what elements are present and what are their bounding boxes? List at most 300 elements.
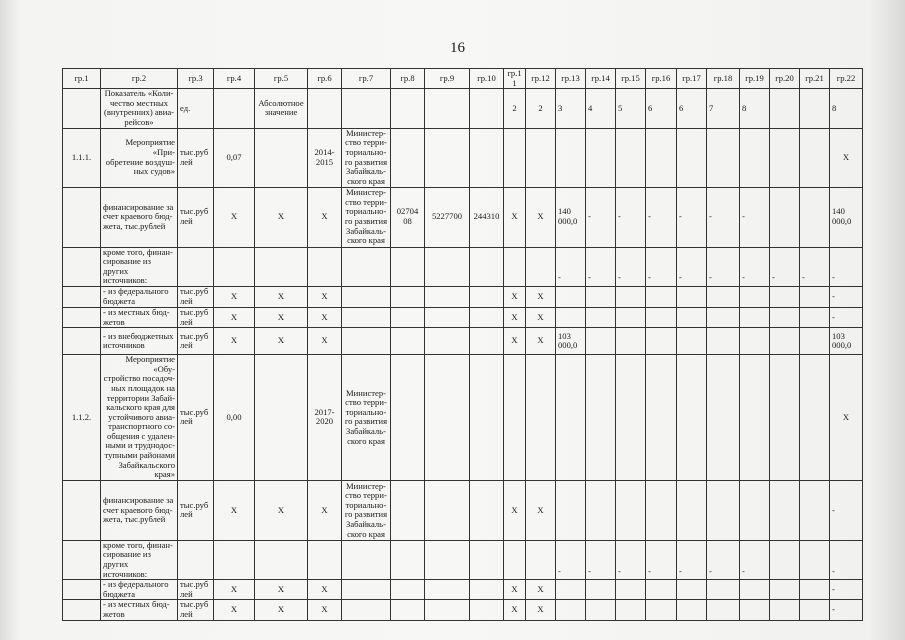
table-cell-gr7 <box>342 247 391 286</box>
table-cell-gr9 <box>425 307 470 327</box>
table-cell-gr17: - <box>677 187 707 247</box>
table-cell-gr10 <box>470 480 504 540</box>
table-row <box>63 187 863 247</box>
table-cell-gr8 <box>391 247 425 286</box>
table-cell-gr6: X <box>308 286 342 307</box>
table-cell-gr19 <box>740 128 770 187</box>
table-cell-gr15 <box>616 307 646 327</box>
table-cell-gr22: - <box>830 286 863 307</box>
table-cell-gr16 <box>646 328 677 355</box>
table-cell-gr21 <box>800 286 830 307</box>
table-cell-gr21 <box>800 580 830 600</box>
table-cell-gr3: тыс.руб лей <box>178 480 214 540</box>
table-cell-gr16: - <box>646 187 677 247</box>
table-cell-gr4: X <box>214 580 255 600</box>
table-cell-gr6: X <box>308 600 342 620</box>
table-cell-gr8 <box>391 480 425 540</box>
table-cell-gr4 <box>214 540 255 579</box>
table-cell-gr18: - <box>707 540 740 579</box>
table-cell-gr18 <box>707 600 740 620</box>
table-cell-gr4: 0,07 <box>214 128 255 187</box>
table-cell-gr17: - <box>677 540 707 579</box>
column-header-gr22: гр.22 <box>830 69 863 89</box>
table-cell-gr13 <box>556 286 586 307</box>
table-cell-gr20 <box>770 89 800 128</box>
table-cell-gr20 <box>770 286 800 307</box>
table-cell-gr7 <box>342 580 391 600</box>
table-row <box>63 355 863 481</box>
table-cell-gr16 <box>646 580 677 600</box>
table-cell-gr15 <box>616 328 646 355</box>
table-cell-gr20 <box>770 355 800 481</box>
table-cell-gr19 <box>740 600 770 620</box>
column-header-gr14: гр.14 <box>586 69 616 89</box>
table-cell-gr7 <box>342 600 391 620</box>
table-cell-gr8 <box>391 600 425 620</box>
table-cell-gr3: тыс.руб лей <box>178 328 214 355</box>
column-header-gr21: гр.21 <box>800 69 830 89</box>
table-cell-gr17 <box>677 286 707 307</box>
table-cell-gr6 <box>308 247 342 286</box>
table-cell-gr9 <box>425 580 470 600</box>
column-header-gr2: гр.2 <box>101 69 178 89</box>
table-cell-gr9 <box>425 600 470 620</box>
table-cell-gr9 <box>425 328 470 355</box>
column-header-gr3: гр.3 <box>178 69 214 89</box>
table-cell-gr15 <box>616 355 646 481</box>
table-row <box>63 128 863 187</box>
table-cell-gr10 <box>470 600 504 620</box>
table-cell-gr22: - <box>830 540 863 579</box>
table-row <box>63 580 863 600</box>
table-cell-gr8 <box>391 307 425 327</box>
table-cell-gr3: тыс.руб лей <box>178 600 214 620</box>
table-cell-gr19 <box>740 355 770 481</box>
table-cell-gr8 <box>391 286 425 307</box>
table-cell-gr3 <box>178 247 214 286</box>
table-cell-gr14 <box>586 580 616 600</box>
table-cell-gr6: X <box>308 187 342 247</box>
table-cell-gr1: 1.1.1. <box>63 128 101 187</box>
table-cell-gr21 <box>800 540 830 579</box>
table-cell-gr21: - <box>800 247 830 286</box>
table-cell-gr9 <box>425 89 470 128</box>
table-cell-gr19 <box>740 328 770 355</box>
table-cell-gr13 <box>556 355 586 481</box>
table-cell-gr16: - <box>646 540 677 579</box>
table-cell-gr22: 140 000,0 <box>830 187 863 247</box>
table-cell-gr13: 103 000,0 <box>556 328 586 355</box>
table-cell-gr20 <box>770 540 800 579</box>
table-cell-gr8 <box>391 328 425 355</box>
table-cell-gr10 <box>470 580 504 600</box>
table-cell-gr3: тыс.руб лей <box>178 187 214 247</box>
table-cell-gr14 <box>586 307 616 327</box>
table-cell-gr20 <box>770 480 800 540</box>
table-cell-gr1 <box>63 328 101 355</box>
table-cell-gr14: - <box>586 187 616 247</box>
table-cell-gr22: X <box>830 355 863 481</box>
table-cell-gr16: 6 <box>646 89 677 128</box>
table-cell-gr10: 244310 <box>470 187 504 247</box>
column-header-gr5: гр.5 <box>255 69 308 89</box>
table-cell-gr11 <box>504 247 526 286</box>
table-cell-gr17 <box>677 128 707 187</box>
table-row <box>63 540 863 579</box>
table-cell-gr11: X <box>504 187 526 247</box>
table-cell-gr3: тыс.руб лей <box>178 307 214 327</box>
column-header-gr6: гр.6 <box>308 69 342 89</box>
table-cell-gr21 <box>800 89 830 128</box>
table-cell-gr4: X <box>214 480 255 540</box>
table-cell-gr17: 6 <box>677 89 707 128</box>
table-cell-gr1 <box>63 286 101 307</box>
table-cell-gr12 <box>526 247 556 286</box>
table-cell-gr2: Показатель «Коли- чество местных (внутренних) авиа- рейсов» <box>101 89 178 128</box>
table-cell-gr21 <box>800 187 830 247</box>
table-cell-gr9 <box>425 247 470 286</box>
table-row <box>63 247 863 286</box>
table-cell-gr13 <box>556 600 586 620</box>
table-cell-gr16 <box>646 286 677 307</box>
table-cell-gr4: X <box>214 307 255 327</box>
table-cell-gr3: тыс.руб лей <box>178 580 214 600</box>
table-cell-gr8 <box>391 128 425 187</box>
table-cell-gr10 <box>470 128 504 187</box>
table-cell-gr11: X <box>504 328 526 355</box>
table-cell-gr3: тыс.руб лей <box>178 355 214 481</box>
table-cell-gr11 <box>504 540 526 579</box>
table-cell-gr15: - <box>616 540 646 579</box>
table-cell-gr11: X <box>504 286 526 307</box>
table-cell-gr13: 140 000,0 <box>556 187 586 247</box>
table-cell-gr5: X <box>255 580 308 600</box>
table-cell-gr12: X <box>526 480 556 540</box>
table-cell-gr15: - <box>616 247 646 286</box>
table-cell-gr21 <box>800 600 830 620</box>
column-header-gr15: гр.15 <box>616 69 646 89</box>
table-cell-gr11 <box>504 355 526 481</box>
table-cell-gr11: 2 <box>504 89 526 128</box>
table-cell-gr20 <box>770 580 800 600</box>
table-row <box>63 89 863 128</box>
page-number: 16 <box>450 40 465 56</box>
table-cell-gr14 <box>586 328 616 355</box>
table-cell-gr12 <box>526 355 556 481</box>
table-cell-gr18 <box>707 128 740 187</box>
table-cell-gr14 <box>586 480 616 540</box>
table-cell-gr14: - <box>586 247 616 286</box>
table-cell-gr2: - из федерального бюджета <box>101 580 178 600</box>
table-cell-gr8: 02704 08 <box>391 187 425 247</box>
table-cell-gr16 <box>646 307 677 327</box>
table-cell-gr12: X <box>526 187 556 247</box>
column-header-gr18: гр.18 <box>707 69 740 89</box>
table-cell-gr1 <box>63 480 101 540</box>
table-cell-gr10 <box>470 355 504 481</box>
table-cell-gr8 <box>391 89 425 128</box>
table-cell-gr5 <box>255 128 308 187</box>
table-cell-gr3: тыс.руб лей <box>178 286 214 307</box>
table-cell-gr12 <box>526 540 556 579</box>
table-cell-gr18 <box>707 355 740 481</box>
table-cell-gr5: X <box>255 328 308 355</box>
table-cell-gr9 <box>425 128 470 187</box>
table-cell-gr21 <box>800 480 830 540</box>
table-cell-gr12: X <box>526 328 556 355</box>
table-cell-gr12: 2 <box>526 89 556 128</box>
table-cell-gr4 <box>214 247 255 286</box>
table-cell-gr13 <box>556 480 586 540</box>
table-cell-gr9 <box>425 355 470 481</box>
table-cell-gr14 <box>586 286 616 307</box>
table-cell-gr5: X <box>255 187 308 247</box>
table-cell-gr7 <box>342 286 391 307</box>
table-cell-gr1 <box>63 307 101 327</box>
table-cell-gr18 <box>707 307 740 327</box>
table-cell-gr17 <box>677 355 707 481</box>
table-cell-gr19: 8 <box>740 89 770 128</box>
table-row <box>63 307 863 327</box>
table-cell-gr17 <box>677 580 707 600</box>
column-header-gr8: гр.8 <box>391 69 425 89</box>
table-cell-gr5: X <box>255 480 308 540</box>
table-cell-gr18 <box>707 328 740 355</box>
table-cell-gr22: - <box>830 307 863 327</box>
table-cell-gr15: - <box>616 187 646 247</box>
table-cell-gr19: - <box>740 187 770 247</box>
table-cell-gr6 <box>308 89 342 128</box>
table-cell-gr2: кроме того, финан- сирование из других источников: <box>101 247 178 286</box>
table-cell-gr2: - из федерального бюджета <box>101 286 178 307</box>
table-cell-gr7: Министер- ство терри- ториально- го развития Забайкаль- ского края <box>342 187 391 247</box>
table-cell-gr4 <box>214 89 255 128</box>
table-cell-gr22: 103 000,0 <box>830 328 863 355</box>
table-row <box>63 600 863 620</box>
table-cell-gr3: ед. <box>178 89 214 128</box>
table-cell-gr21 <box>800 128 830 187</box>
table-cell-gr2: Мероприятие «Обу- стройство посадоч- ных площадок на территории Забай- кальского края для устойчивого авиа- транспортного со- общения с удален- ными и труднодос- тупными районами Забайкальского края» <box>101 355 178 481</box>
column-header-gr7: гр.7 <box>342 69 391 89</box>
table-cell-gr7 <box>342 89 391 128</box>
table-cell-gr21 <box>800 355 830 481</box>
table-cell-gr16 <box>646 355 677 481</box>
column-header-gr19: гр.19 <box>740 69 770 89</box>
table-cell-gr5: X <box>255 286 308 307</box>
table-cell-gr4: X <box>214 600 255 620</box>
table-cell-gr19 <box>740 580 770 600</box>
column-header-gr12: гр.12 <box>526 69 556 89</box>
table-cell-gr22: - <box>830 600 863 620</box>
table-cell-gr1 <box>63 187 101 247</box>
table-cell-gr1 <box>63 247 101 286</box>
table-cell-gr15: 5 <box>616 89 646 128</box>
column-header-gr1: гр.1 <box>63 69 101 89</box>
table-cell-gr5: Абсолютное значение <box>255 89 308 128</box>
table-cell-gr3: тыс.руб лей <box>178 128 214 187</box>
table-cell-gr22: - <box>830 480 863 540</box>
table-cell-gr14: - <box>586 540 616 579</box>
table-cell-gr20 <box>770 328 800 355</box>
table-cell-gr14: 4 <box>586 89 616 128</box>
table-cell-gr2: финансирование за счет краевого бюд- жета, тыс.рублей <box>101 480 178 540</box>
table-cell-gr2: - из местных бюд- жетов <box>101 600 178 620</box>
table-cell-gr6 <box>308 540 342 579</box>
table-cell-gr2: кроме того, финан- сирование из других источников: <box>101 540 178 579</box>
column-header-gr9: гр.9 <box>425 69 470 89</box>
table-cell-gr21 <box>800 328 830 355</box>
table-cell-gr6: X <box>308 480 342 540</box>
table-cell-gr14 <box>586 600 616 620</box>
table-cell-gr12 <box>526 128 556 187</box>
table-cell-gr7 <box>342 307 391 327</box>
table-cell-gr10 <box>470 247 504 286</box>
table-cell-gr18: 7 <box>707 89 740 128</box>
table-cell-gr14 <box>586 128 616 187</box>
table-cell-gr13: - <box>556 247 586 286</box>
table-cell-gr8 <box>391 355 425 481</box>
table-cell-gr4: X <box>214 187 255 247</box>
table-cell-gr16 <box>646 600 677 620</box>
table-cell-gr9: 5227700 <box>425 187 470 247</box>
table-cell-gr17 <box>677 328 707 355</box>
table-cell-gr20: - <box>770 247 800 286</box>
table-cell-gr6: 2014- 2015 <box>308 128 342 187</box>
table-cell-gr12: X <box>526 580 556 600</box>
table-cell-gr16: - <box>646 247 677 286</box>
table-cell-gr11: X <box>504 580 526 600</box>
table-cell-gr11 <box>504 128 526 187</box>
table-cell-gr9 <box>425 286 470 307</box>
table-cell-gr12: X <box>526 286 556 307</box>
table-cell-gr21 <box>800 307 830 327</box>
table-cell-gr15 <box>616 286 646 307</box>
table-cell-gr20 <box>770 600 800 620</box>
column-header-gr10: гр.10 <box>470 69 504 89</box>
table-cell-gr11: X <box>504 307 526 327</box>
table-cell-gr10 <box>470 328 504 355</box>
column-header-gr4: гр.4 <box>214 69 255 89</box>
column-header-gr16: гр.16 <box>646 69 677 89</box>
table-row <box>63 286 863 307</box>
table-cell-gr3 <box>178 540 214 579</box>
table-cell-gr2: - из внебюджетных источников <box>101 328 178 355</box>
table-cell-gr15 <box>616 128 646 187</box>
table-cell-gr4: X <box>214 286 255 307</box>
table-cell-gr22: - <box>830 580 863 600</box>
table-cell-gr1 <box>63 600 101 620</box>
table-cell-gr17: - <box>677 247 707 286</box>
table-cell-gr17 <box>677 480 707 540</box>
table-cell-gr10 <box>470 286 504 307</box>
table-cell-gr20 <box>770 187 800 247</box>
table-cell-gr13 <box>556 307 586 327</box>
table-cell-gr15 <box>616 480 646 540</box>
table-cell-gr19 <box>740 307 770 327</box>
table-cell-gr13: 3 <box>556 89 586 128</box>
table-cell-gr2: финансирование за счет краевого бюд- жета, тыс.рублей <box>101 187 178 247</box>
table-cell-gr16 <box>646 128 677 187</box>
table-cell-gr4: X <box>214 328 255 355</box>
table-cell-gr19: - <box>740 247 770 286</box>
table-cell-gr7 <box>342 540 391 579</box>
table-cell-gr10 <box>470 89 504 128</box>
table-row <box>63 480 863 540</box>
table-cell-gr11: X <box>504 600 526 620</box>
table-cell-gr2: - из местных бюд- жетов <box>101 307 178 327</box>
table-cell-gr15 <box>616 600 646 620</box>
table-cell-gr11: X <box>504 480 526 540</box>
table-cell-gr5: X <box>255 600 308 620</box>
table-cell-gr15 <box>616 580 646 600</box>
table-cell-gr14 <box>586 355 616 481</box>
table-cell-gr13 <box>556 128 586 187</box>
table-cell-gr12: X <box>526 600 556 620</box>
table-cell-gr2: Мероприятие «При- обретение воздуш- ных судов» <box>101 128 178 187</box>
table-cell-gr10 <box>470 307 504 327</box>
table-cell-gr18 <box>707 480 740 540</box>
table-cell-gr7 <box>342 328 391 355</box>
table-cell-gr13 <box>556 580 586 600</box>
table-cell-gr5 <box>255 247 308 286</box>
table-cell-gr8 <box>391 540 425 579</box>
table-cell-gr19 <box>740 286 770 307</box>
table-cell-gr17 <box>677 600 707 620</box>
table-cell-gr6: X <box>308 328 342 355</box>
table-cell-gr6: X <box>308 580 342 600</box>
table-cell-gr20 <box>770 128 800 187</box>
table-cell-gr7: Министер- ство терри- ториально- го развития Забайкаль- ского края <box>342 480 391 540</box>
table-cell-gr17 <box>677 307 707 327</box>
table-cell-gr5 <box>255 355 308 481</box>
table-cell-gr18 <box>707 580 740 600</box>
column-header-gr13: гр.13 <box>556 69 586 89</box>
budget-table <box>62 68 863 621</box>
table-cell-gr7: Министер- ство терри- ториально- го развития Забайкаль- ского края <box>342 128 391 187</box>
table-cell-gr19 <box>740 480 770 540</box>
table-cell-gr4: 0,00 <box>214 355 255 481</box>
table-cell-gr8 <box>391 580 425 600</box>
table-cell-gr12: X <box>526 307 556 327</box>
table-cell-gr1 <box>63 89 101 128</box>
column-header-gr17: гр.17 <box>677 69 707 89</box>
table-cell-gr7: Министер- ство терри- ториально- го развития Забайкаль- ского края <box>342 355 391 481</box>
table-cell-gr9 <box>425 480 470 540</box>
table-cell-gr10 <box>470 540 504 579</box>
table-cell-gr18 <box>707 286 740 307</box>
table-cell-gr22: X <box>830 128 863 187</box>
column-header-gr20: гр.20 <box>770 69 800 89</box>
table-cell-gr13: - <box>556 540 586 579</box>
table-cell-gr6: X <box>308 307 342 327</box>
table-cell-gr22: 8 <box>830 89 863 128</box>
table-cell-gr6: 2017- 2020 <box>308 355 342 481</box>
table-cell-gr9 <box>425 540 470 579</box>
table-cell-gr1: 1.1.2. <box>63 355 101 481</box>
table-cell-gr5 <box>255 540 308 579</box>
table-cell-gr18: - <box>707 247 740 286</box>
table-cell-gr5: X <box>255 307 308 327</box>
table-cell-gr19: - <box>740 540 770 579</box>
table-cell-gr20 <box>770 307 800 327</box>
table-cell-gr16 <box>646 480 677 540</box>
header-row <box>63 69 863 89</box>
table-cell-gr22: - <box>830 247 863 286</box>
table-cell-gr18: - <box>707 187 740 247</box>
column-header-gr11: гр.11 <box>504 69 526 89</box>
table-cell-gr1 <box>63 580 101 600</box>
table-row <box>63 328 863 355</box>
